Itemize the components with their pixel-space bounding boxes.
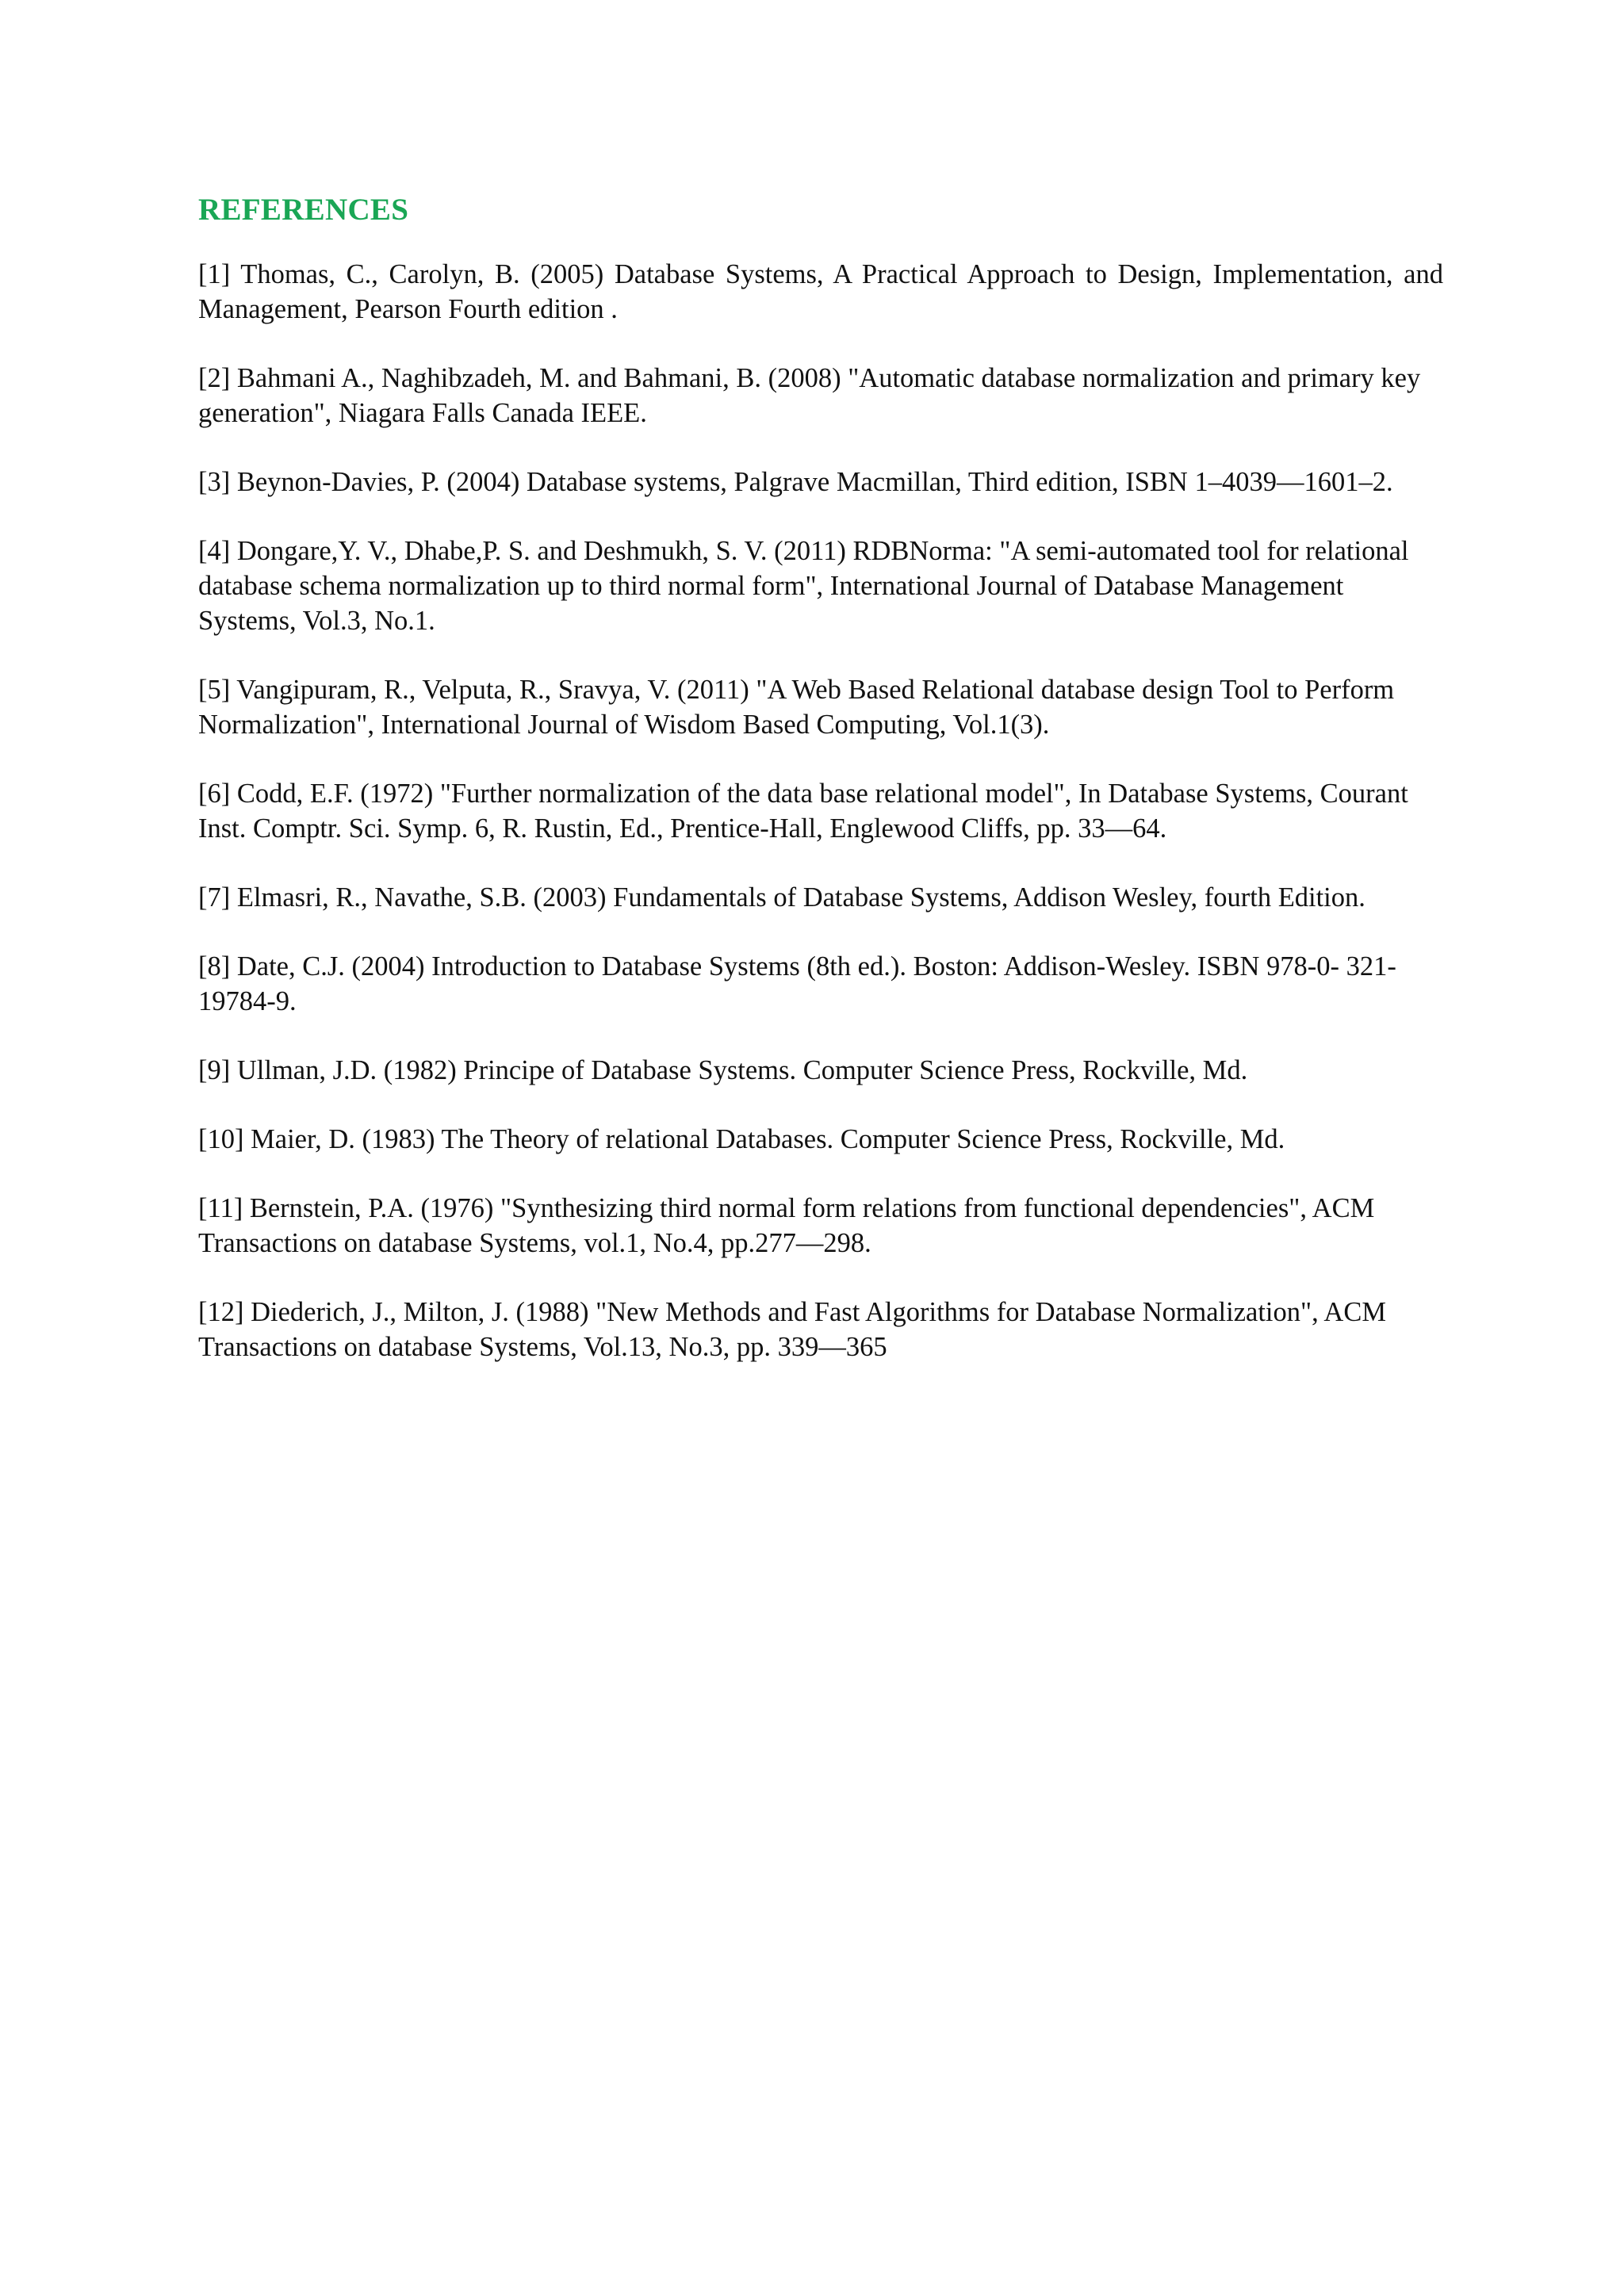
reference-item: [7] Elmasri, R., Navathe, S.B. (2003) Fundamentals of Database Systems, Addison Wesley, fourth Edition. bbox=[198, 882, 1365, 913]
reference-item: [4] Dongare,Y. V., Dhabe,P. S. and Deshmukh, S. V. (2011) RDBNorma: "A semi-automated tool for relational database schema normalization up to third normal form", International Journal of Database Management Systems, Vol.3, No.1. bbox=[198, 536, 1409, 636]
reference-item: [2] Bahmani A., Naghibzadeh, M. and Bahmani, B. (2008) "Automatic database normalization and primary key generation", Niagara Falls Canada IEEE. bbox=[198, 363, 1421, 428]
reference-item: [6] Codd, E.F. (1972) "Further normalization of the data base relational model", In Database Systems, Courant Inst. Comptr. Sci. Symp. 6, R. Rustin, Ed., Prentice-Hall, Englewood Cliffs, pp. 33—64. bbox=[198, 779, 1408, 844]
references-heading: REFERENCES bbox=[198, 193, 409, 227]
reference-list bbox=[198, 257, 1443, 1364]
references-page bbox=[198, 190, 1443, 1399]
reference-item: [1] Thomas, C., Carolyn, B. (2005) Database Systems, A Practical Approach to Design, Implementation, and Management, Pearson Fourth edition . bbox=[198, 259, 1443, 324]
reference-item: [9] Ullman, J.D. (1982) Principe of Database Systems. Computer Science Press, Rockville, Md. bbox=[198, 1055, 1248, 1085]
reference-item: [3] Beynon-Davies, P. (2004) Database systems, Palgrave Macmillan, Third edition, ISBN 1–4039—1601–2. bbox=[198, 467, 1393, 497]
reference-item: [12] Diederich, J., Milton, J. (1988) "New Methods and Fast Algorithms for Database Normalization", ACM Transactions on database Systems, Vol.13, No.3, pp. 339—365 bbox=[198, 1297, 1387, 1362]
reference-item: [11] Bernstein, P.A. (1976) "Synthesizing third normal form relations from functional dependencies", ACM Transactions on database Systems, vol.1, No.4, pp.277—298. bbox=[198, 1193, 1375, 1258]
reference-item: [5] Vangipuram, R., Velputa, R., Sravya, V. (2011) "A Web Based Relational database design Tool to Perform Normalization", International Journal of Wisdom Based Computing, Vol.1(3). bbox=[198, 675, 1395, 740]
reference-item: [8] Date, C.J. (2004) Introduction to Database Systems (8th ed.). Boston: Addison-Wesley. ISBN 978-0- 321-19784-9. bbox=[198, 951, 1396, 1016]
reference-item: [10] Maier, D. (1983) The Theory of relational Databases. Computer Science Press, Rockville, Md. bbox=[198, 1124, 1285, 1154]
